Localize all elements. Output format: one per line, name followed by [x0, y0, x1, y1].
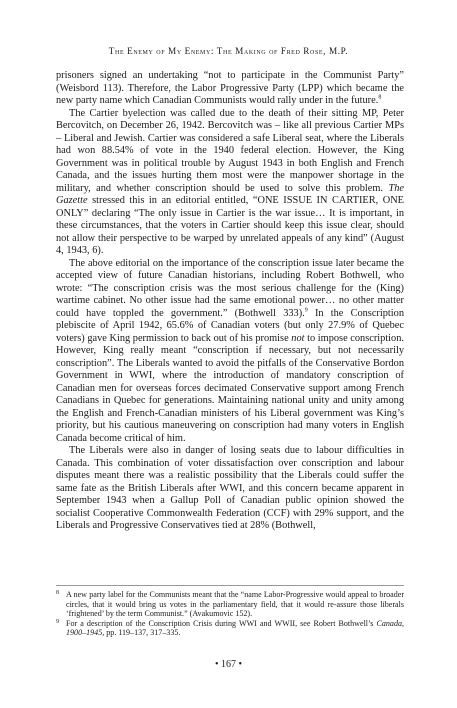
running-header: The Enemy of My Enemy: The Making of Fred Rose, M.P.: [108, 46, 349, 56]
text-run: The Liberals were also in danger of losing seats due to labour difficulties in Canada. This combination of voter dissatisfaction over conscription and labour disputes meant there was a realistic possibility that the Liberals could suffer the same fate as the British Liberals after WWI, and this concern became apparent in September 1943 when a Gallup Poll of Canadian public opinion showed the socialist Cooperative Commonwealth Federation (CCF) with 29% support, and the Liberals and Progressive Conservatives tied at 28% (Bothwell,: [56, 445, 404, 531]
footnotes: [56, 590, 404, 638]
text-run: , pp. 119–137, 317–335.: [102, 628, 181, 638]
footnote: [56, 590, 404, 619]
body-paragraph: [56, 445, 404, 533]
footnote-reference: 9: [304, 307, 308, 314]
body-paragraph: [56, 258, 404, 446]
text-run: The Cartier byelection was called due to the death of their sitting MP, Peter Bercovitch, on December 26, 1942. Bercovitch was – like all previous Cartier MPs – Liberal and Jewish. Cartier was considered a safe Liberal seat, where the Liberals had won 88.54% of vote in the 1940 federal election. However, the King Government was in political trouble by August 1943 in both English and French Canada, and the issues hurting them most were the manpower shortage in the military, and whether conscription should be used to solve this problem.: [56, 107, 404, 194]
footnote-number: 9: [56, 618, 59, 625]
text-run: A new party label for the Communists meant that the “name Labor-Progressive would appeal to broader circles, that it would bring us votes in the parliamentary field, that it would re-assure those liberals ‘frightened’ by the term Communist.” (Avakumovic 152).: [66, 590, 404, 619]
body-text: [56, 70, 404, 533]
footnote-number: 8: [56, 590, 59, 596]
text-run: prisoners signed an undertaking “not to participate in the Communist Party” (Weisbord 113). Therefore, the Labor Progressive Party (LPP) which became the new party name which Canadian Communists would rally under in the future.: [56, 70, 404, 106]
footnote-divider: [56, 585, 404, 586]
text-run: not: [291, 332, 305, 344]
text-run: For a description of the Conscription Crisis during WWI and WWII, see Robert Bothwell’s: [66, 618, 377, 628]
text-run: Canada, 1900–1945: [66, 618, 404, 638]
text-run: In the Conscription plebiscite of April 1942, 65.6% of Canadian voters (but only 27.9% of Quebec voters) gave King permission to back out of his promise: [56, 307, 405, 344]
text-run: The above editorial on the importance of the conscription issue later became the accepted view of future Canadian historians, including Robert Bothwell, who wrote: “The conscription crisis was the most serious challenge for the (King) wartime cabinet. No other issue had the same emotional power… no other matter could have toppled the government.” (Bothwell 333).: [56, 257, 404, 319]
text-run: to impose conscription. However, King really meant “conscription if necessary, but not necessarily conscription”. The Liberals wanted to avoid the pitfalls of the Conservative Bordon Government in WWI, where the introduction of mandatory conscription of Canadian men for overseas forces decimated Conservative support among French Canadians in Quebec for generations. Maintaining national unity and unity among the English and French-Canadian ministers of his Liberal government was King’s priority, but his cautious maneuvering on conscription had many voters in English Canada become critical of him.: [56, 332, 404, 444]
page-number: • 167 •: [214, 659, 242, 670]
text-run: stressed this in an editorial entitled, “ONE ISSUE IN CARTIER, ONE ONLY” declaring “The only issue in Cartier is the war issue… It is important, in these circumstances, that the voters in Cartier should keep this issue clear, should not allow their perspective to be warped by unrelated appeals of any kind” (August 4, 1943, 6).: [56, 195, 404, 256]
text-run: The Gazette: [56, 182, 404, 206]
body-paragraph: [56, 70, 404, 108]
body-paragraph: [56, 108, 404, 258]
footnote-reference: 8: [378, 94, 382, 101]
footnote: [56, 619, 404, 638]
